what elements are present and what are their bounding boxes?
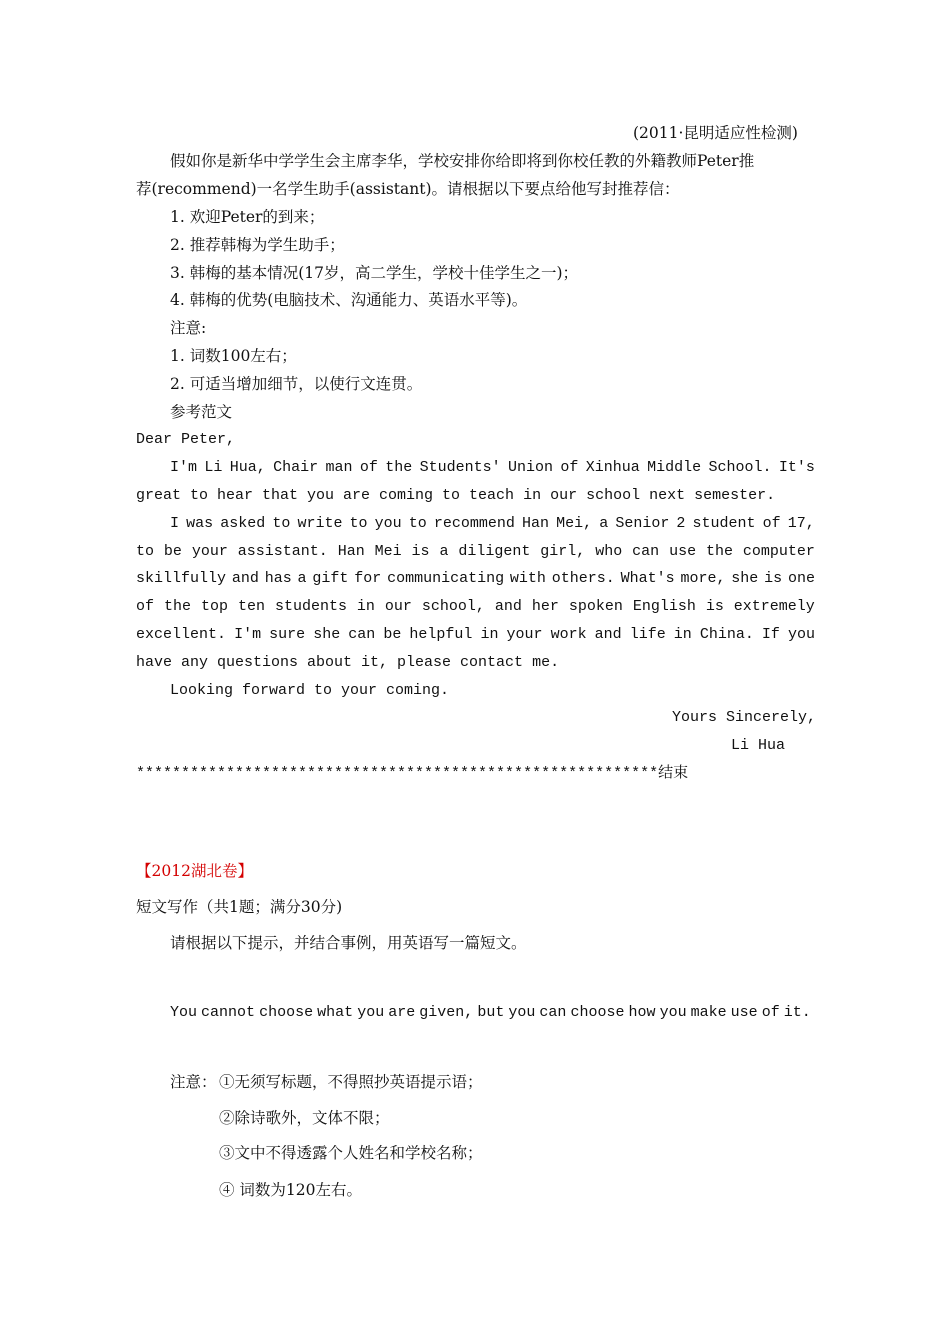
section-note-item: ③文中不得透露个人姓名和学校名称； [219, 1144, 483, 1162]
word: given, [419, 1004, 474, 1021]
letter-p2-line-6: have any questions about it, please contact me. [136, 654, 560, 671]
word: It's [778, 459, 815, 476]
model-essay-label: 参考范文 [170, 403, 233, 421]
word: to [272, 515, 291, 532]
word: choose [259, 1004, 314, 1021]
task-point: 3. 韩梅的基本情况(17岁，高二学生，学校十佳学生之一)； [170, 264, 579, 282]
word: School. [708, 459, 772, 476]
word: of [761, 1004, 780, 1021]
word: in [356, 598, 375, 615]
word: can [348, 626, 376, 643]
word: diligent [458, 543, 531, 560]
word: what [317, 1004, 354, 1021]
word: of [136, 598, 155, 615]
word: If [761, 626, 780, 643]
section-note-item: ①无须写标题，不得照抄英语提示语； [219, 1073, 483, 1091]
word: you [357, 1004, 385, 1021]
word: to [136, 543, 155, 560]
word: a [599, 515, 609, 532]
word: it. [783, 1004, 811, 1021]
section-instruction: 请根据以下提示，并结合事例，用英语写一篇短文。 [170, 934, 527, 952]
word: your [191, 543, 228, 560]
word: in [480, 626, 499, 643]
task-point: 2. 推荐韩梅为学生助手； [170, 236, 345, 254]
word: you [787, 626, 815, 643]
word: who [595, 543, 623, 560]
word: make [690, 1004, 727, 1021]
section-notes-label: 注意： [170, 1073, 217, 1091]
task-intro-line-1: 假如你是新华中学学生会主席李华，学校安排你给即将到你校任教的外籍教师Peter推 [170, 152, 755, 170]
word: use [730, 1004, 758, 1021]
word: girl, [540, 543, 586, 560]
letter-p2-line-1 [170, 514, 815, 534]
word: of [359, 459, 378, 476]
word: you [374, 515, 402, 532]
section-note-item: ②除诗歌外，文体不限； [219, 1109, 390, 1127]
word: gift [312, 570, 349, 587]
end-marker: **********************************************************结束 [136, 765, 689, 782]
word: and [231, 570, 259, 587]
word: What's [620, 570, 675, 587]
note-item: 1. 词数100左右； [170, 347, 297, 365]
word: but [477, 1004, 505, 1021]
letter-p1-line-1 [170, 458, 815, 478]
word: 2 [676, 515, 686, 532]
word: use [669, 543, 697, 560]
word: cannot [201, 1004, 256, 1021]
word: school, [421, 598, 485, 615]
word: write [297, 515, 343, 532]
word: I'm [170, 459, 198, 476]
section-title: 短文写作（共1题；满分30分) [136, 898, 343, 916]
word: has [264, 570, 292, 587]
word: and [594, 626, 622, 643]
letter-p1-line-2: great to hear that you are coming to teach in our school next semester. [136, 487, 776, 504]
word: You [170, 1004, 198, 1021]
word: you [508, 1004, 536, 1021]
word: students [274, 598, 347, 615]
letter-salutation: Dear Peter, [136, 431, 236, 448]
word: English [632, 598, 696, 615]
word: skillfully [136, 570, 227, 587]
word: Chair [273, 459, 319, 476]
word: man [325, 459, 353, 476]
letter-p2-line-4 [136, 597, 815, 617]
word: student [692, 515, 756, 532]
note-item: 2. 可适当增加细节，以使行文连贯。 [170, 375, 423, 393]
word: Hua, [229, 459, 266, 476]
word: Senior [615, 515, 670, 532]
letter-p2-line-3 [136, 569, 815, 589]
word: be [163, 543, 182, 560]
task-intro-line-2: 荐(recommend)一名学生助手(assistant)。请根据以下要点给他写封推荐信： [136, 180, 680, 198]
task-point: 4. 韩梅的优势(电脑技术、沟通能力、英语水平等)。 [170, 291, 528, 309]
word: for [354, 570, 382, 587]
word: work [550, 626, 587, 643]
letter-signature: Li Hua [731, 737, 786, 754]
word: asked [220, 515, 266, 532]
word: Mei, [556, 515, 593, 532]
section-header: 【2012湖北卷】 [136, 862, 253, 880]
word: a [297, 570, 307, 587]
word: to [408, 515, 427, 532]
task-point: 1. 欢迎Peter的到来； [170, 208, 325, 226]
word: sure [269, 626, 306, 643]
letter-closing: Yours Sincerely, [672, 709, 817, 726]
word: communicating [387, 570, 505, 587]
word: Middle [647, 459, 702, 476]
word: can [632, 543, 660, 560]
word: recommend [433, 515, 515, 532]
word: you [659, 1004, 687, 1021]
word: of [560, 459, 579, 476]
word: excellent. [136, 626, 227, 643]
word: is [705, 598, 724, 615]
word: is [411, 543, 430, 560]
word: is [764, 570, 783, 587]
word: and [494, 598, 522, 615]
letter-p2-line-5 [136, 625, 815, 645]
word: are [388, 1004, 416, 1021]
word: Students' [419, 459, 501, 476]
letter-p2-line-2 [136, 542, 815, 562]
source-label: (2011·昆明适应性检测) [633, 124, 798, 142]
word: Han [337, 543, 365, 560]
word: can [539, 1004, 567, 1021]
word: how [628, 1004, 656, 1021]
word: others. [551, 570, 615, 587]
word: computer [742, 543, 815, 560]
section-note-item: ④ 词数为120左右。 [219, 1181, 363, 1199]
word: be [383, 626, 402, 643]
word: Union [508, 459, 554, 476]
word: one [787, 570, 815, 587]
word: Li [204, 459, 223, 476]
word: she [731, 570, 759, 587]
word: assistant. [237, 543, 328, 560]
word: choose [570, 1004, 625, 1021]
word: a [439, 543, 449, 560]
word: extremely [733, 598, 815, 615]
word: I'm [234, 626, 262, 643]
word: was [186, 515, 214, 532]
word: of [762, 515, 781, 532]
word: the [385, 459, 413, 476]
word: top [200, 598, 228, 615]
word: she [313, 626, 341, 643]
word: the [705, 543, 733, 560]
word: with [509, 570, 546, 587]
word: spoken [568, 598, 623, 615]
word: in [673, 626, 692, 643]
word: life [629, 626, 666, 643]
word: helpful [409, 626, 473, 643]
word: to [349, 515, 368, 532]
word: our [384, 598, 412, 615]
word: Mei [374, 543, 402, 560]
word: 17, [787, 515, 815, 532]
notes-title: 注意: [170, 319, 207, 337]
word: I [170, 515, 180, 532]
word: Xinhua [585, 459, 640, 476]
word: Han [521, 515, 549, 532]
word: ten [237, 598, 265, 615]
letter-p3: Looking forward to your coming. [170, 682, 450, 699]
word: more, [680, 570, 726, 587]
word: China. [699, 626, 754, 643]
word: the [163, 598, 191, 615]
essay-prompt [170, 1003, 811, 1023]
word: her [531, 598, 559, 615]
word: your [506, 626, 543, 643]
